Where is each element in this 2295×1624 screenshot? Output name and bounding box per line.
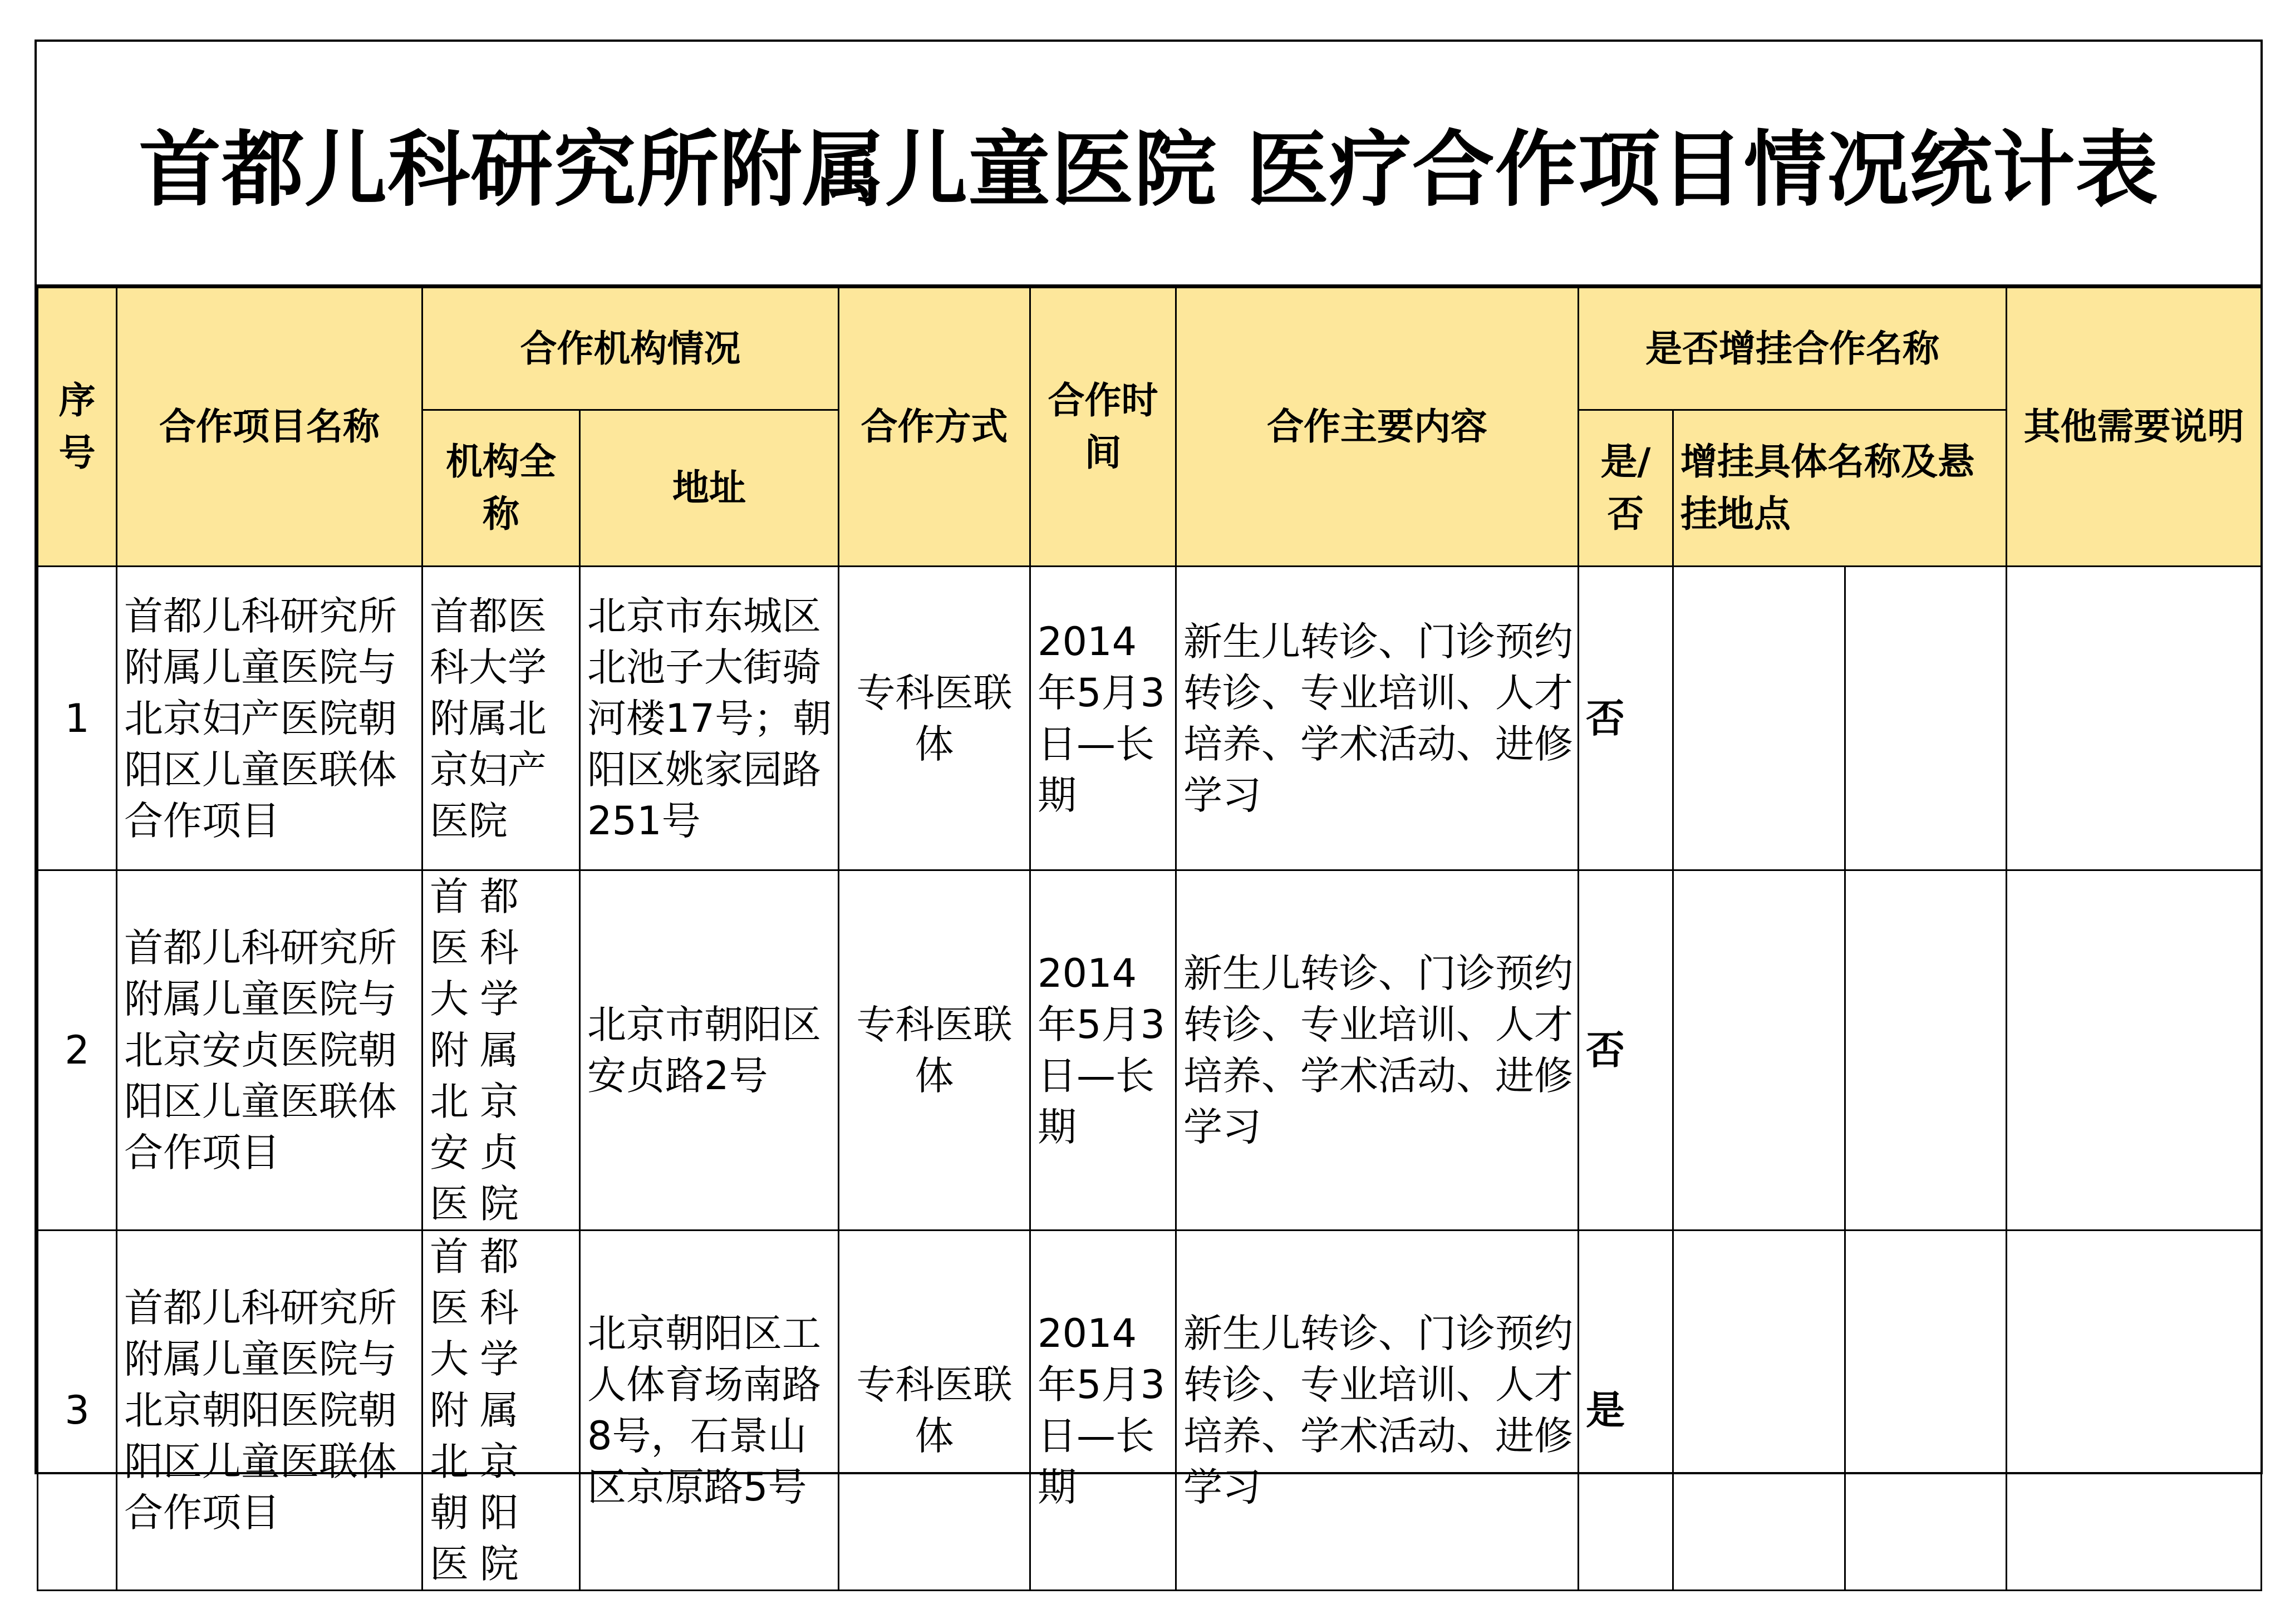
table-row [38,567,2262,870]
header-notes: 其他需要说明 [2007,288,2262,567]
header-content: 合作主要内容 [1176,288,1579,567]
row-partner-address: 北京市东城区北池子大街骑河楼17号；朝阳区姚家园路251号 [580,567,839,870]
header-partner-fullname: 机构全称 [422,410,580,567]
table-row [38,870,2262,1231]
header-seq: 序号 [38,288,117,567]
header-naming-yesno: 是/否 [1579,410,1673,567]
row-naming-yesno: 否 [1579,870,1673,1231]
row-naming-location [1845,870,2007,1231]
row-naming-detail [1673,567,1845,870]
row-partner-fullname: 首都医科大学附属北京妇产医院 [422,567,580,870]
row-partner-address: 北京市朝阳区安贞路2号 [580,870,839,1231]
row-notes [2007,870,2262,1231]
row-time: 2014 年5月3日—长期 [1030,870,1176,1231]
table-row [38,1231,2262,1591]
statistics-sheet [35,40,2263,1587]
row-notes [2007,567,2262,870]
row-partner-fullname: 首都医科大学附属北京朝阳医院 [422,1231,580,1591]
row-content: 新生儿转诊、门诊预约转诊、专业培训、人才培养、学术活动、进修学习 [1176,870,1579,1231]
row-seq: 3 [38,1231,117,1591]
header-mode: 合作方式 [839,288,1030,567]
row-project-name: 首都儿科研究所附属儿童医院与北京安贞医院朝阳区儿童医联体合作项目 [117,870,422,1231]
row-naming-detail [1673,870,1845,1231]
row-partner-address: 北京朝阳区工人体育场南路8号，石景山区京原路5号 [580,1231,839,1591]
row-seq: 1 [38,567,117,870]
header-time: 合作时间 [1030,288,1176,567]
page-title: 首都儿科研究所附属儿童医院 医疗合作项目情况统计表 [37,42,2260,287]
row-seq: 2 [38,870,117,1231]
header-naming-group: 是否增挂合作名称 [1579,288,2007,410]
header-project-name: 合作项目名称 [117,288,422,567]
row-time: 2014 年5月3日—长期 [1030,1231,1176,1591]
row-mode: 专科医联体 [839,870,1030,1231]
row-content: 新生儿转诊、门诊预约转诊、专业培训、人才培养、学术活动、进修学习 [1176,1231,1579,1591]
row-naming-yesno: 否 [1579,567,1673,870]
row-naming-location [1845,567,2007,870]
row-partner-fullname: 首都医科大学附属北京安贞医院 [422,870,580,1231]
row-naming-yesno: 是 [1579,1231,1673,1591]
row-naming-detail [1673,1231,1845,1591]
row-content: 新生儿转诊、门诊预约转诊、专业培训、人才培养、学术活动、进修学习 [1176,567,1579,870]
header-naming-detail: 增挂具体名称及悬挂地点 [1673,410,2007,567]
cooperation-table [37,287,2262,1591]
row-mode: 专科医联体 [839,567,1030,870]
row-mode: 专科医联体 [839,1231,1030,1591]
row-notes [2007,1231,2262,1591]
header-partner-address: 地址 [580,410,839,567]
row-naming-location [1845,1231,2007,1591]
row-project-name: 首都儿科研究所附属儿童医院与北京妇产医院朝阳区儿童医联体合作项目 [117,567,422,870]
row-project-name: 首都儿科研究所附属儿童医院与北京朝阳医院朝阳区儿童医联体合作项目 [117,1231,422,1591]
header-partner-group: 合作机构情况 [422,288,839,410]
header-row-1 [38,288,2262,410]
row-time: 2014年5月3日—长期 [1030,567,1176,870]
